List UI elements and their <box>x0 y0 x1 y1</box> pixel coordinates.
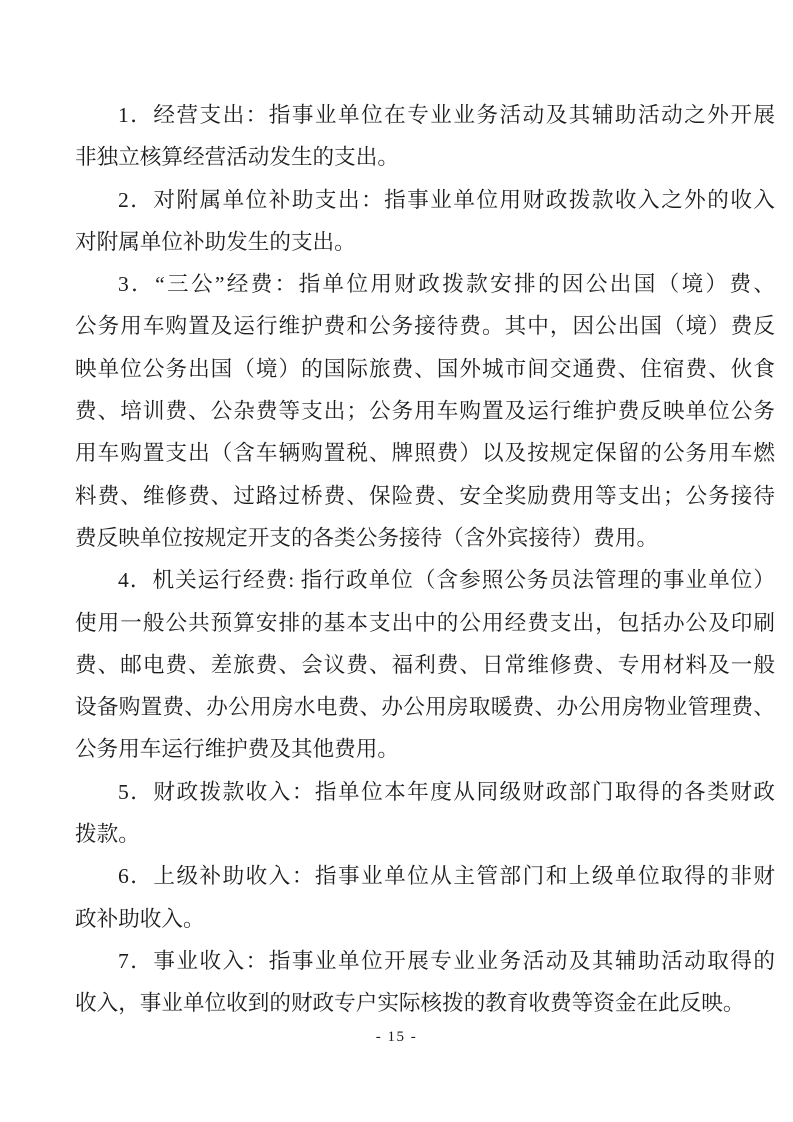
text-line: 3．“三公”经费：指单位用财政拨款安排的因公出国（境）费、 <box>118 272 775 297</box>
text-line: 公务用车运行维护费及其他费用。 <box>75 737 399 762</box>
document-body <box>75 94 775 1025</box>
text-line: 非独立核算经营活动发生的支出。 <box>75 145 399 170</box>
text-line: 设备购置费、办公用房水电费、办公用房取暖费、办公用房物业管理费、 <box>75 695 775 720</box>
text-line: 用车购置支出（含车辆购置税、牌照费）以及按规定保留的公务用车燃 <box>75 441 775 466</box>
text-line: 2．对附属单位补助支出：指事业单位用财政拨款收入之外的收入 <box>118 187 775 212</box>
text-line: 收入，事业单位收到的财政专户实际核拨的教育收费等资金在此反映。 <box>75 991 745 1016</box>
text-line: 映单位公务出国（境）的国际旅费、国外城市间交通费、住宿费、伙食 <box>75 356 775 381</box>
text-line: 4．机关运行经费: 指行政单位（含参照公务员法管理的事业单位） <box>118 568 775 593</box>
text-line: 费反映单位按规定开支的各类公务接待（含外宾接待）费用。 <box>75 525 659 550</box>
text-line: 料费、维修费、过路过桥费、保险费、安全奖励费用等支出；公务接待 <box>75 483 775 508</box>
text-line: 拨款。 <box>75 822 140 847</box>
text-line: 使用一般公共预算安排的基本支出中的公用经费支出，包括办公及印刷 <box>75 610 775 635</box>
page-number: - 15 - <box>375 1029 418 1045</box>
text-line: 对附属单位补助发生的支出。 <box>75 229 356 254</box>
text-line: 7．事业收入：指事业单位开展专业业务活动及其辅助活动取得的 <box>118 948 775 973</box>
page-footer <box>0 1028 793 1046</box>
text-line: 5．财政拨款收入：指单位本年度从同级财政部门取得的各类财政 <box>118 779 775 804</box>
text-line: 公务用车购置及运行维护费和公务接待费。其中，因公出国（境）费反 <box>75 314 775 339</box>
text-line: 政补助收入。 <box>75 906 205 931</box>
text-line: 费、培训费、公杂费等支出；公务用车购置及运行维护费反映单位公务 <box>75 399 775 424</box>
text-line: 1．经营支出：指事业单位在专业业务活动及其辅助活动之外开展 <box>118 103 775 127</box>
text-line: 费、邮电费、差旅费、会议费、福利费、日常维修费、专用材料及一般 <box>75 652 775 677</box>
text-line: 6．上级补助收入：指事业单位从主管部门和上级单位取得的非财 <box>118 864 775 889</box>
